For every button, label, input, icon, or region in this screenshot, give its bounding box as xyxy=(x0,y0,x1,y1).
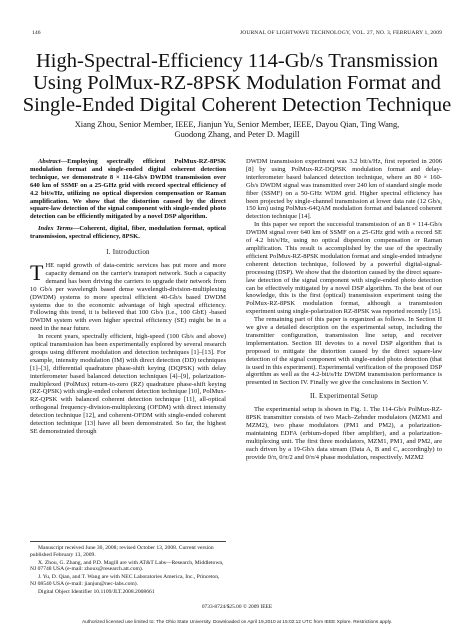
footnote-affiliation-1: X. Zhou, G. Zhang, and P.D. Magill are with AT&T Labs—Research, Middletown, NJ 07748 USA (e-mail: zhoux@research.att.com). xyxy=(30,559,224,573)
footnote-manuscript: Manuscript received June 30, 2008; revised October 13, 2008. Current version published February 13, 2009. xyxy=(30,545,214,558)
right-paragraph-1: DWDM transmission experiment was 3.2 bit/s/Hz, first reported in 2006 [8] by using PolMux-RZ-DQPSK modulation format and delay-interferometer based balanced detection technique, where an 80 × 160-Gb/s DWDM signal was transmitted over 240 km of standard single mode fiber (SSMF) on a 50-GHz WDM grid. Higher spectral efficiency has been projected by single-channel transmission at lower data rate (12 Gb/s, 150 km) using PolMux-64QAM modulation format and balanced coherent detection technique [14]. xyxy=(246,158,442,221)
footnote-doi: Digital Object Identifier 10.1109/JLT.2008.2008661 xyxy=(38,589,155,596)
abstract-label: Abstract— xyxy=(38,158,68,165)
section-heading-introduction: I. Introduction xyxy=(106,248,150,257)
right-paragraph-3: The remaining part of this paper is organized as follows. In Section II we give a detailed description on the experimental setup, including the transmitter configuration, transmission line setup, and receiver implementation. Section III devotes to a novel DSP algorithm that is proposed to mitigate the distortion caused by the direct square-law detection of the signal component with single-ended photo detection (that is used in this experiment). Experimental verification of the proposed DSP algorithm as well as the 4.2-bit/s/Hz DWDM transmission performance is presented in Section IV. Finally we give the conclusions in Section V. xyxy=(246,316,442,387)
author-line-1: Xiang Zhou, Senior Member, IEEE, Jianjun Yu, Senior Member, IEEE, Dayou Qian, Ting Wang, xyxy=(74,120,400,129)
intro-paragraph-2: In recent years, spectrally efficient, high-speed (100 Gb/s and above) optical transmission has been experimentally explored by several research groups using different modulation and detection techniques [1]–[13]. For example, intensity modulation (IM) with direct detection (DD) techniques [1]–[3], differential quadrature phase-shift keying (DQPSK) with delay interferometer based balanced detection techniques [4]–[9], polarization-multiplexed (PolMux) return-to-zero (RZ) quadrature phase-shift keying (RZ-QPSK) with single-ended coherent detection technique [10], PolMux-RZ-QPSK with balanced coherent detection technique [11], all-optical orthogonal frequency-division-multiplexing (OFDM) with direct intensity detection technique [12], and coherent-OFDM with single-ended coherent detection technique [13] have all been demonstrated. So far, the highest SE demonstrated through xyxy=(30,333,226,435)
section-heading-experimental-setup: II. Experimental Setup xyxy=(310,392,378,401)
footnotes xyxy=(30,541,226,597)
intro-paragraph-1-text: HE rapid growth of data-centric services has put more and more capacity demand on the carrier's transport network. Such a capacity demand has been driving the carriers to upgrade their network from 10 Gb/s per wavelength based dense wavelength-division-multiplexing (DWDM) systems to more spectral efficient 40-Gb/s based DWDM systems due to the economic advantage of high spectral efficiency. Following this trend, it is believed that 100 Gb/s (i.e., 100 GbE) -based DWDM system with even higher spectral efficiency (SE) might be in a need in the near future. xyxy=(30,261,226,333)
abstract xyxy=(30,158,226,221)
left-column xyxy=(30,158,226,436)
index-terms-text: Coherent, digital, fiber, modulation format, optical transmission, spectral efficiency, 8PSK. xyxy=(30,225,226,241)
index-terms xyxy=(30,225,226,241)
author-line-2: Guodong Zhang, and Peter D. Magill xyxy=(174,130,300,139)
right-paragraph-4: The experimental setup is shown in Fig. 1. The 114-Gb/s PolMux-RZ-8PSK transmitter consists of two Mach–Zehnder modulators (MZM1 and MZM2), two phase modulators (PM1 and PM2), a polarization-maintaining EDFA (erbium-doped fiber amplifier), and a polarization-multiplexing unit. The first three modulators, MZM1, PM1, and PM2, are each driven by a 19-Gb/s data stream (Data A, B and C, accordingly) to provide 0/π, 0/π/2 and 0/π/4 phase modulation, respectively. MZM2 xyxy=(246,406,442,461)
drop-cap: T xyxy=(30,259,44,285)
intro-paragraph-1 xyxy=(30,259,226,333)
abstract-text: Employing spectrally efficient PolMux-RZ-8PSK modulation format and single-ended digital coherent detection technique, we demonstrate 8 × 114-Gb/s DWDM transmission over 640 km of SSMF on a 25-GHz grid with record spectral efficiency of 4.2 bit/s/Hz, utilizing no optical dispersion compensation or Raman amplification. We show that the distortion caused by the direct square-law detection of the signal component with single-ended photo detection can be efficiently mitigated by a novel DSP algorithm. xyxy=(30,158,226,221)
running-head xyxy=(32,30,442,36)
right-paragraph-2: In this paper we report the successful transmission of an 8 × 114-Gb/s DWDM signal over 640 km of SSMF on a 25-GHz grid with a record SE of 4.2 bit/s/Hz, using no optical dispersion compensation or Raman amplification. This result is accomplished by the use of the spectrally efficient PolMux-RZ-8PSK modulation format and single-ended intradyne coherent detection technique, followed by a powerful digital-signal-processing (DSP). We show that the distortion caused by the direct square-law detection of the signal component with single-ended photo detection can be effectively mitigated by a novel DSP algorithm. To the best of our knowledge, this is the first (optical) transmission experiment using the PolMux-RZ-8PSK modulation format, although a transmission experiment using single-polarization RZ-8PSK was reported recently [15]. xyxy=(246,221,442,316)
page-number: 146 xyxy=(32,30,41,36)
footnote-affiliation-2: J. Yu, D. Qian, and T. Wang are with NEC Laboratories America, Inc., Princeton, NJ 08540 USA (e-mail: jianjun@nec-labs.com). xyxy=(30,574,220,587)
paper-title: High-Spectral-Efficiency 114-Gb/s Transmission Using PolMux-RZ-8PSK Modulation Format and Single-Ended Digital Coherent Detection Technique xyxy=(22,50,452,116)
license-notice: Authorized licensed use limited to: The Ohio State University. Downloaded on April 19,2010 at 15:02:12 UTC from IEEE Xplore. Restrictions apply. xyxy=(81,620,393,625)
copyright-line: 0733-8724/$25.00 © 2009 IEEE xyxy=(201,604,273,610)
journal-header: JOURNAL OF LIGHTWAVE TECHNOLOGY, VOL. 27, NO. 3, FEBRUARY 1, 2009 xyxy=(239,30,442,36)
author-list xyxy=(40,120,434,140)
index-terms-label: Index Terms— xyxy=(38,225,80,233)
right-column xyxy=(246,158,442,462)
